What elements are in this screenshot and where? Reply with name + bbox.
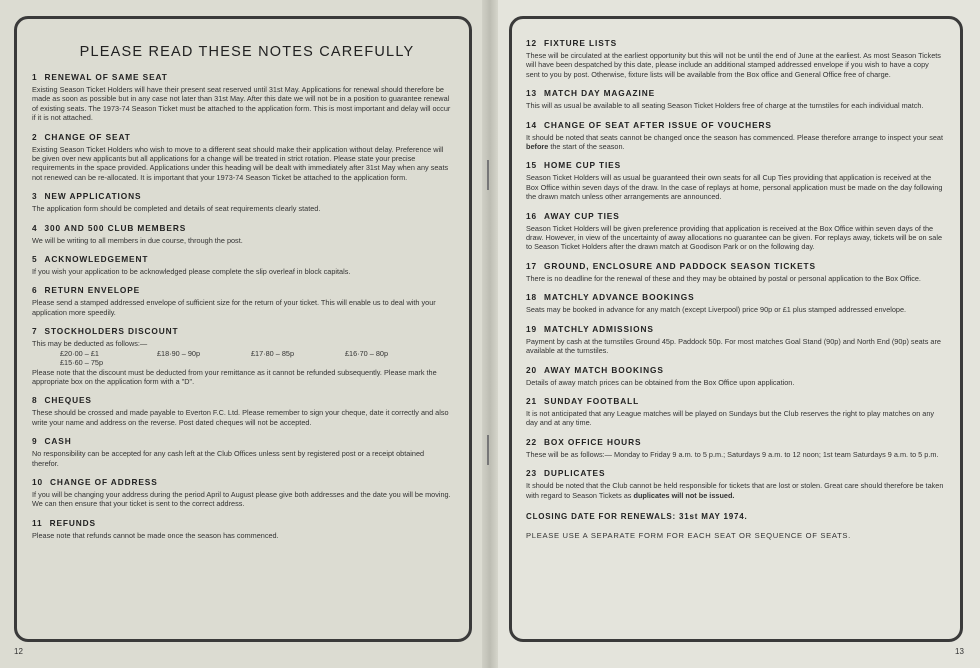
section-heading: 11 REFUNDS [32, 517, 96, 528]
section-body: Existing Season Ticket Holders will have their present seat reserved until 31st May. Applications for renewal should therefore be made as soon as possible but in any case not later than 31st May. After this date we will not be in a position to guarantee renewal of existing seats. The 1973-74 Season Ticket must be attached to the application form. This is most important and delay will occur if it is not attached. [32, 85, 451, 123]
section-heading: 5 ACKNOWLEDGEMENT [32, 254, 149, 265]
section-heading: 8 CHEQUES [32, 395, 92, 406]
section-2 [32, 132, 452, 183]
section-heading: 20 AWAY MATCH BOOKINGS [526, 364, 664, 375]
left-content [32, 44, 452, 549]
section-body: Details of away match prices can be obtained from the Box Office upon application. [526, 377, 795, 387]
section-body: If you will be changing your address during the period April to August please give both addresses and the date you will be moving. We can then ensure that your ticket is sent to the correct address. [32, 489, 451, 509]
section-heading: 4 300 AND 500 CLUB MEMBERS [32, 222, 187, 233]
section-body: These will be circulated at the earliest opportunity but this will not be until the end of June at the earliest. As most Season Tickets will have been despatched by this date, please include an additional stamped addressed envelope if you wish to have a copy sent to you by post. Otherwise, fixture lists will be available from the Box office and General Office free of charge. [526, 51, 941, 79]
page-title: PLEASE READ THESE NOTES CAREFULLY [79, 44, 415, 60]
section-5 [32, 254, 452, 276]
section-heading: 7 STOCKHOLDERS DISCOUNT [32, 326, 179, 337]
section-heading: 17 GROUND, ENCLOSURE AND PADDOCK SEASON TICKETS [526, 260, 816, 271]
section-22 [526, 437, 944, 459]
section-4 [32, 223, 452, 245]
section-body: This will as usual be available to all seating Season Ticket Holders free of charge at the turnstiles for each individual match. [526, 101, 924, 111]
page-number-left: 12 [14, 647, 23, 656]
section-heading: 15 HOME CUP TIES [526, 160, 622, 171]
section-body: Season Ticket Holders will as usual be guaranteed their own seats for all Cup Ties providing that application is received at the Box Office within seven days of the draw. In the case of replays at home, personal application must be made on the day following the drawn match unless other arrangements are announced. [526, 173, 943, 202]
section-9 [32, 436, 452, 468]
discount-row: £15·60 – 75p [60, 358, 104, 368]
page-number-right: 13 [955, 647, 964, 656]
section-1 [32, 72, 452, 123]
right-content [526, 38, 944, 540]
section-23 [526, 468, 944, 500]
section-3 [32, 191, 452, 213]
section-18 [526, 292, 944, 314]
staple [487, 435, 489, 465]
staple [487, 160, 489, 190]
section-heading: 13 MATCH DAY MAGAZINE [526, 88, 656, 99]
section-12 [526, 38, 944, 79]
gutter [482, 0, 498, 668]
discount-intro: This may be deducted as follows:— [32, 339, 148, 349]
section-heading: 21 SUNDAY FOOTBALL [526, 395, 640, 406]
section-11 [32, 518, 452, 540]
discount-row: £20·00 – £1 £18·90 – 90p £17·80 – 85p £16·70 – 80p [60, 348, 389, 358]
closing-date: CLOSING DATE FOR RENEWALS: 31st MAY 1974. [526, 511, 748, 521]
section-heading: 2 CHANGE OF SEAT [32, 131, 131, 142]
section-body: It should be noted that the Club cannot be held responsible for tickets that are lost or stolen. Great care should therefore be taken with regard to Season Tickets as duplicates will not be issued. [526, 481, 944, 500]
section-body: We will be writing to all members in due course, through the post. [32, 235, 243, 245]
section-heading: 16 AWAY CUP TIES [526, 210, 620, 221]
section-body: Seats may be booked in advance for any match (except Liverpool) price 90p or £1 plus stamped addressed envelope. [526, 305, 907, 315]
section-20 [526, 365, 944, 387]
section-body: Existing Season Ticket Holders who wish to move to a different seat should make their application without delay. Preference will be given over new applicants but all applications for a change will be treated in strict rotation. Please state your precise requirements in the space provided. Applications under this heading will be dealt with immediately after 31st May when any seats not renewed can be re-allocated. It is important that your 1973-74 Season Ticket be attached to the application form. [32, 144, 449, 182]
section-8 [32, 395, 452, 427]
section-13 [526, 88, 944, 110]
section-body: It is not anticipated that any League matches will be played on Sundays but the Club reserves the right to play matches on any day and at any time. [526, 408, 935, 428]
section-15 [526, 160, 944, 201]
section-heading: 22 BOX OFFICE HOURS [526, 436, 642, 447]
section-body: Please note that refunds cannot be made once the season has commenced. [32, 530, 279, 540]
section-body: There is no deadline for the renewal of these and they may be obtained by postal or personal application to the Box Office. [526, 273, 921, 283]
section-21 [526, 396, 944, 428]
section-16 [526, 211, 944, 252]
section-body: If you wish your application to be acknowledged please complete the slip overleaf in block capitals. [32, 267, 351, 277]
section-17 [526, 261, 944, 283]
section-body: Payment by cash at the turnstiles Ground 45p. Paddock 50p. For most matches Goal Stand (90p) and North End (90p) seats are available at the turnstiles. [526, 336, 941, 356]
section-body: Please send a stamped addressed envelope of sufficient size for the return of your ticket. This will enable us to deal with your application more speedily. [32, 298, 436, 317]
section-body: These should be crossed and made payable to Everton F.C. Ltd. Please remember to sign your cheque, date it correctly and also write your name and address on the reverse. Post dated cheques will not be accepted. [32, 408, 449, 427]
section-body: No responsibility can be accepted for any cash left at the Club Offices unless sent by registered post or a receipt obtained therefor. [32, 449, 425, 468]
section-7 [32, 326, 452, 386]
section-10 [32, 477, 452, 509]
section-heading: 23 DUPLICATES [526, 468, 606, 479]
section-body: It should be noted that seats cannot be changed once the season has commenced. Please therefore arrange to inspect your seat before the start of the season. [526, 132, 944, 152]
section-body: These will be as follows:— Monday to Friday 9 a.m. to 5 p.m.; Saturdays 9 a.m. to 12 noon; 1st team Saturdays 9 a.m. to 5 p.m. [526, 449, 939, 459]
section-heading: 19 MATCHLY ADMISSIONS [526, 323, 654, 334]
section-6 [32, 285, 452, 317]
section-19 [526, 324, 944, 356]
section-heading: 1 RENEWAL OF SAME SEAT [32, 72, 168, 82]
section-heading: 3 NEW APPLICATIONS [32, 191, 142, 202]
section-heading: 10 CHANGE OF ADDRESS [32, 476, 158, 487]
section-heading: 12 FIXTURE LISTS [526, 38, 618, 48]
section-heading: 14 CHANGE OF SEAT AFTER ISSUE OF VOUCHERS [526, 119, 772, 130]
discount-note: Please note that the discount must be deducted from your remittance as it cannot be refunded subsequently. Please mark the appropriate box on the application form with a "D". [32, 367, 437, 386]
section-heading: 6 RETURN ENVELOPE [32, 285, 141, 296]
section-body: Season Ticket Holders will be given preference providing that application is received at the Box Office within seven days of the draw. However, in view of the uncertainty of away allocations no guarantee can be given. For replays away, tickets will be on sale to Season Ticket Holders after the drawn match at Goodison Park or on the following day. [526, 223, 943, 252]
section-heading: 18 MATCHLY ADVANCE BOOKINGS [526, 292, 695, 303]
section-14 [526, 120, 944, 152]
section-heading: 9 CASH [32, 436, 72, 447]
section-body: The application form should be completed and details of seat requirements clearly stated. [32, 204, 321, 214]
separate-form-note: PLEASE USE A SEPARATE FORM FOR EACH SEAT OR SEQUENCE OF SEATS. [526, 530, 851, 540]
